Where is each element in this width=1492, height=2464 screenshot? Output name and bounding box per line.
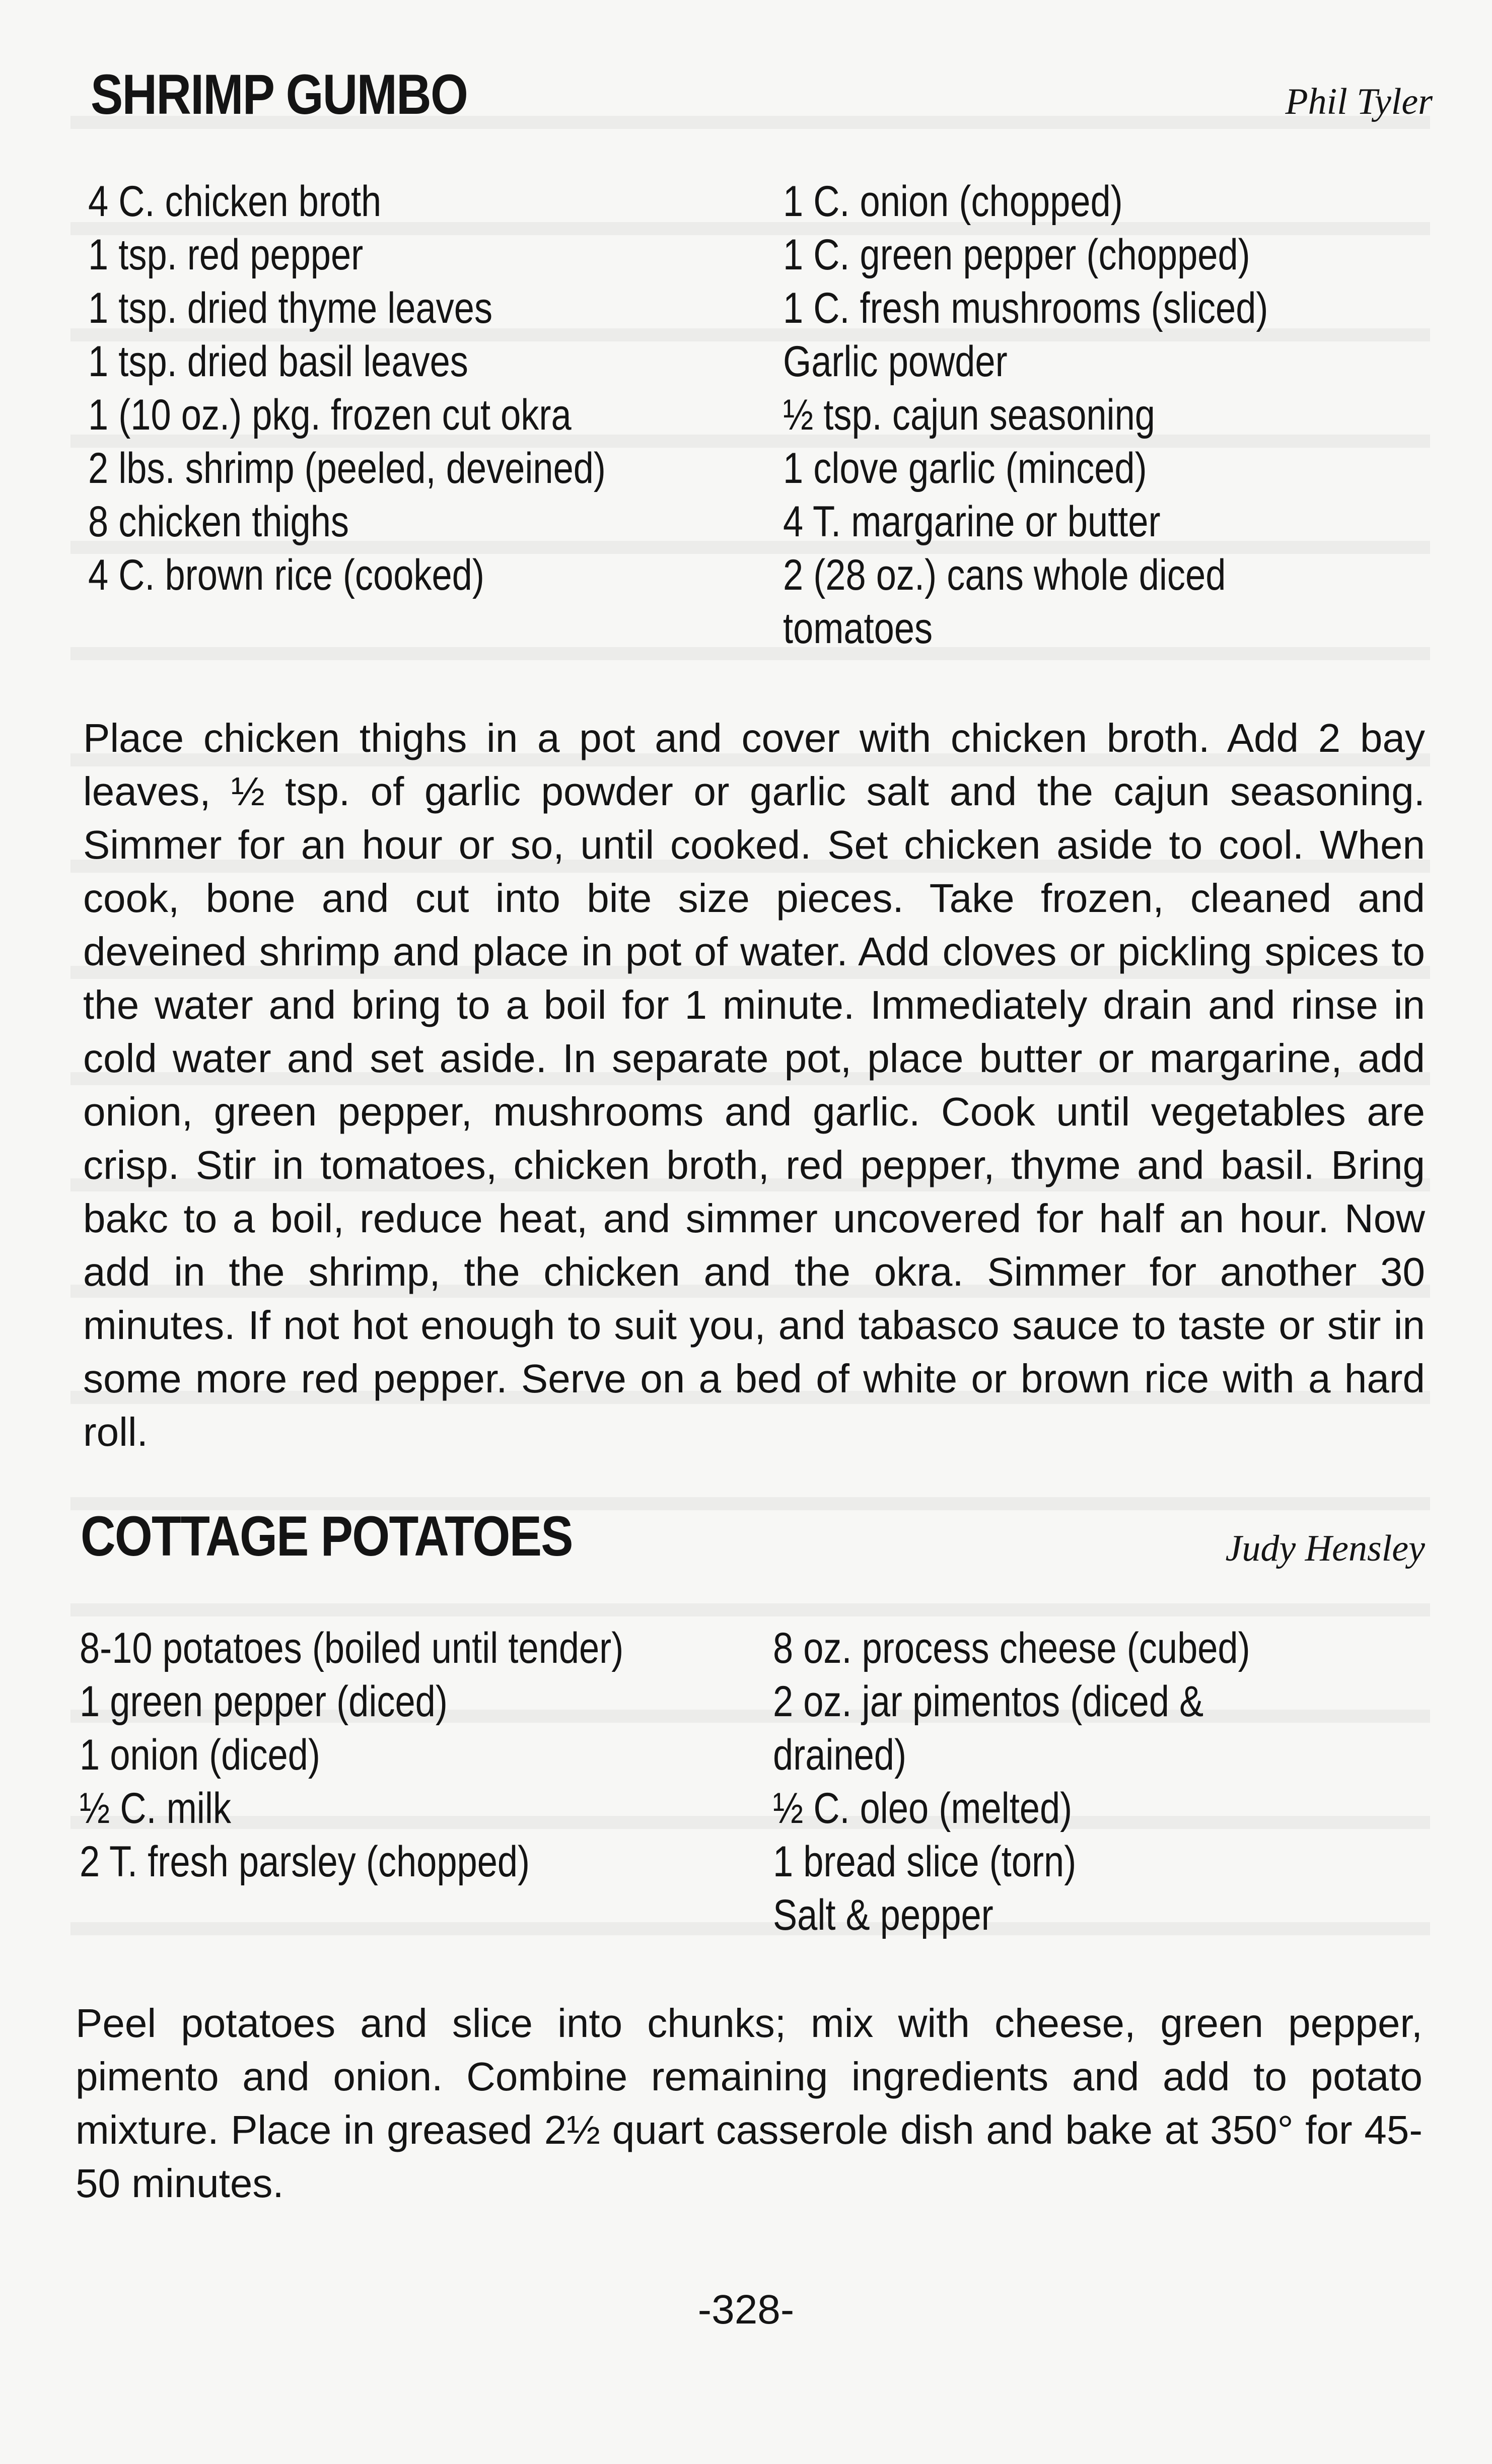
recipe-title: SHRIMP GUMBO [91, 63, 468, 126]
ingredient-item: 1 green pepper (diced) [80, 1677, 448, 1726]
ingredient-list-right [773, 1622, 1250, 1942]
ingredient-item: ½ C. oleo (melted) [773, 1784, 1073, 1833]
ingredient-item: 8-10 potatoes (boiled until tender) [80, 1624, 624, 1672]
ingredient-item: 2 oz. jar pimentos (diced & [773, 1677, 1204, 1726]
ingredient-item: 8 oz. process cheese (cubed) [773, 1624, 1250, 1672]
ingredient-list-right [783, 175, 1268, 655]
ingredient-item: 1 onion (diced) [80, 1731, 320, 1779]
ingredient-item: 1 tsp. dried basil leaves [88, 337, 468, 386]
recipe-title: COTTAGE POTATOES [81, 1505, 573, 1568]
ingredient-item: 1 (10 oz.) pkg. frozen cut okra [88, 391, 572, 439]
ingredient-list-left [88, 175, 606, 602]
recipe-author: Judy Hensley [1225, 1528, 1425, 1569]
ingredient-item: tomatoes [783, 604, 933, 653]
ingredient-item: 4 T. margarine or butter [783, 498, 1161, 546]
ingredient-item: 8 chicken thighs [88, 498, 349, 546]
recipe-directions: Peel potatoes and slice into chunks; mix with cheese, green pepper, pimento and onion. Combine remaining ingredients and add to potato mixture. Place in greased 2½ quart casserole dish and bake at 350° for 45-50 minutes. [76, 2001, 1423, 2206]
ingredient-item: 2 (28 oz.) cans whole diced [783, 551, 1226, 599]
ingredient-item: Salt & pepper [773, 1891, 993, 1939]
ingredient-item: 1 bread slice (torn) [773, 1838, 1077, 1886]
page-number: -328- [697, 2287, 795, 2333]
ingredient-item: ½ C. milk [80, 1784, 232, 1833]
ingredient-item: ½ tsp. cajun seasoning [783, 391, 1155, 439]
ingredient-item: 4 C. brown rice (cooked) [88, 551, 484, 599]
ingredient-item: 4 C. chicken broth [88, 177, 382, 226]
ingredient-item: 1 C. fresh mushrooms (sliced) [783, 284, 1268, 332]
recipe-directions: Place chicken thighs in a pot and cover with chicken broth. Add 2 bay leaves, ½ tsp. of garlic powder or garlic salt and the cajun seasoning. Simmer for an hour or so, until cooked. Set chicken aside to cool. When cook, bone and cut into bite size pieces. Take frozen, cleaned and deveined shrimp and place in pot of water. Add cloves or pickling spices to the water and bring to a boil for 1 minute. Immediately drain and rinse in cold water and set aside. In separate pot, place butter or margarine, add onion, green pepper, mushrooms and garlic. Cook until vegetables are crisp. Stir in tomatoes, chicken broth, red pepper, thyme and basil. Bring bakc to a boil, reduce heat, and simmer uncovered for half an hour. Now add in the shrimp, the chicken and the okra. Simmer for another 30 minutes. If not hot enough to suit you, and tabasco sauce to taste or stir in some more red pepper. Serve on a bed of white or brown rice with a hard roll. [83, 716, 1425, 1454]
ingredient-item: 2 lbs. shrimp (peeled, deveined) [88, 444, 606, 492]
ingredient-item: 2 T. fresh parsley (chopped) [80, 1838, 530, 1886]
ingredient-item: drained) [773, 1731, 907, 1779]
recipe-author: Phil Tyler [1285, 81, 1433, 122]
ingredient-item: 1 C. green pepper (chopped) [783, 231, 1250, 279]
ingredient-list-left [80, 1622, 623, 1888]
ingredient-item: 1 tsp. dried thyme leaves [88, 284, 493, 332]
ingredient-item: 1 C. onion (chopped) [783, 177, 1123, 226]
ingredient-item: Garlic powder [783, 337, 1008, 386]
ingredient-item: 1 tsp. red pepper [88, 231, 364, 279]
ingredient-item: 1 clove garlic (minced) [783, 444, 1147, 492]
